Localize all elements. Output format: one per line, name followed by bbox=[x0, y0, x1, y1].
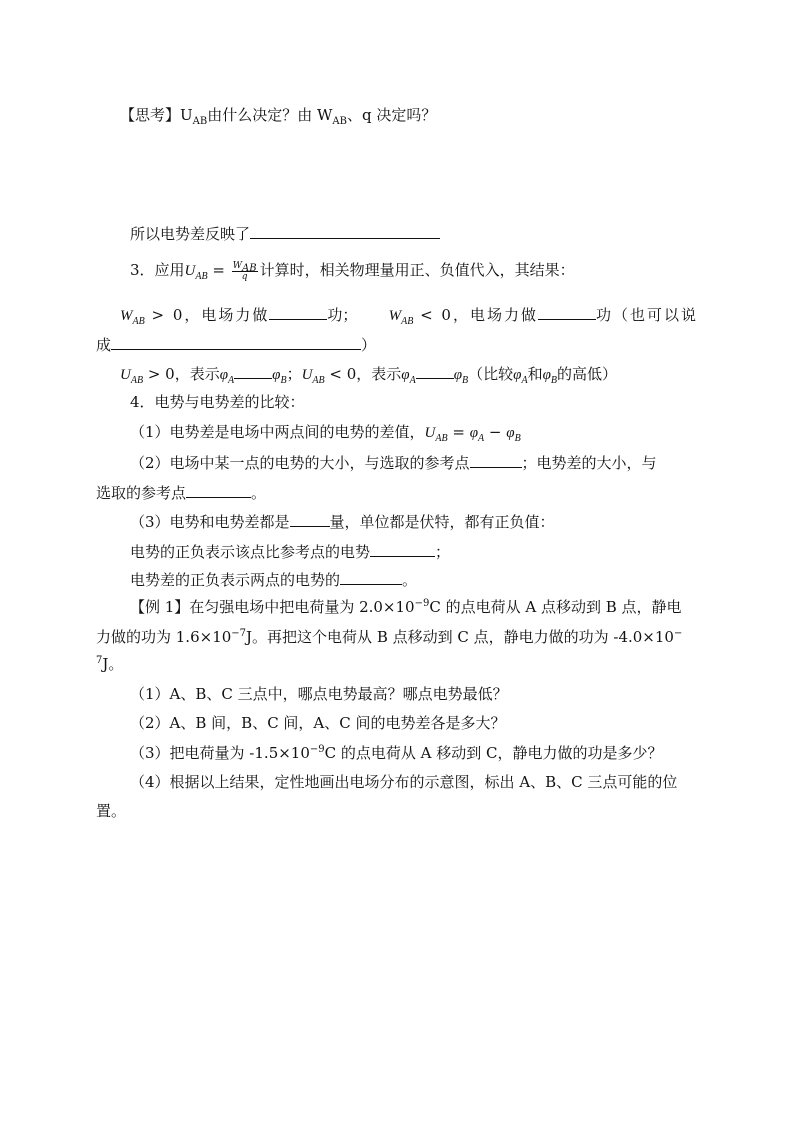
fill-blank[interactable] bbox=[340, 568, 402, 585]
example-text: 力做的功为 1.6×10 bbox=[96, 628, 232, 646]
question-text: （4）根据以上结果，定性地画出电场分布的示意图，标出 A、B、C 三点可能的位 bbox=[130, 773, 678, 791]
phi-symbol: φ bbox=[506, 425, 515, 441]
formula-u: U bbox=[184, 263, 196, 279]
phi-symbol: φ bbox=[453, 367, 463, 383]
item3-line bbox=[130, 260, 575, 282]
example-text: J。 bbox=[102, 655, 124, 673]
p2-line1 bbox=[130, 451, 657, 473]
formula-u: U bbox=[301, 367, 313, 383]
p1-line bbox=[130, 422, 521, 443]
equals: = bbox=[447, 423, 470, 441]
subscript: AB bbox=[192, 116, 208, 127]
work-part2 bbox=[389, 303, 698, 326]
question-text: （2）A、B 间，B、C 间，A、C 间的电势差各是多大？ bbox=[130, 714, 506, 732]
fill-blank[interactable] bbox=[186, 481, 251, 498]
example-text: C 的点电荷从 A 点移动到 B 点，静电 bbox=[429, 598, 682, 616]
phi-symbol: φ bbox=[542, 367, 551, 383]
question-text: （1）A、B、C 三点中，哪点电势最高？哪点电势最低？ bbox=[130, 685, 508, 703]
p3-line bbox=[130, 510, 555, 532]
fill-blank[interactable] bbox=[470, 451, 522, 468]
phi-symbol: φ bbox=[513, 367, 522, 383]
subscript: AB bbox=[332, 116, 347, 127]
question-text: （3）把电荷量为 -1.5×10 bbox=[130, 744, 310, 762]
subscript: B bbox=[280, 375, 287, 386]
example-line3 bbox=[96, 654, 123, 674]
phi-symbol: φ bbox=[219, 367, 229, 383]
think-tail: 、q 决定吗？ bbox=[347, 106, 437, 124]
think-head: 【思考】U bbox=[120, 106, 193, 124]
subscript: AB bbox=[241, 262, 257, 274]
p3b-text: 电势差的正负表示两点的电势的 bbox=[130, 571, 341, 589]
question-1 bbox=[130, 684, 508, 704]
fill-blank[interactable] bbox=[111, 333, 361, 350]
fill-blank[interactable] bbox=[290, 510, 330, 527]
subscript: AB bbox=[401, 316, 414, 327]
example-text: 【例 1】在匀强电场中把电荷量为 2.0×10 bbox=[130, 598, 415, 616]
frac-numerator: W bbox=[232, 260, 242, 271]
subscript: AB bbox=[435, 433, 448, 444]
p2-text: ；电势差的大小，与 bbox=[521, 454, 657, 472]
subscript: B bbox=[462, 375, 469, 386]
question-2 bbox=[130, 713, 506, 733]
item3-tail: 计算时，相关物理量用正、负值代入，其结果： bbox=[259, 261, 575, 279]
cheng-line bbox=[96, 333, 376, 355]
p3a-line bbox=[130, 540, 450, 562]
fill-blank[interactable] bbox=[250, 222, 440, 239]
superscript: − bbox=[673, 628, 683, 639]
equals: = bbox=[207, 261, 230, 279]
fill-blank[interactable] bbox=[234, 362, 272, 379]
think-mid: 由什么决定？由 W bbox=[207, 106, 333, 124]
subscript: A bbox=[409, 375, 416, 386]
fill-blank[interactable] bbox=[416, 362, 454, 379]
think-question bbox=[120, 105, 436, 125]
formula-u: U bbox=[424, 425, 436, 441]
superscript: −9 bbox=[309, 744, 325, 755]
work-text: 功； bbox=[327, 306, 358, 324]
subscript: AB bbox=[195, 271, 208, 282]
example-text: J。再把这个电荷从 B 点移动到 C 点，静电力做的功为 -4.0×10 bbox=[246, 628, 674, 646]
p1-text: （1）电势差是电场中两点间的电势的差值， bbox=[130, 423, 425, 441]
p2-text: 。 bbox=[251, 484, 267, 502]
question-4-line2 bbox=[96, 801, 126, 821]
p2-line2 bbox=[96, 481, 266, 503]
item3-lead: 3．应用 bbox=[130, 261, 185, 279]
potential-text: 和 bbox=[527, 365, 543, 383]
so-line bbox=[130, 222, 440, 244]
formula-w: W bbox=[120, 308, 133, 324]
potential-text: ； bbox=[286, 365, 302, 383]
minus: − bbox=[484, 423, 507, 441]
phi-symbol: φ bbox=[469, 425, 479, 441]
question-text: C 的点电荷从 A 移动到 C，静电力做的功是多少？ bbox=[324, 744, 663, 762]
item4-heading bbox=[130, 392, 305, 412]
work-part1 bbox=[120, 303, 357, 326]
cheng-lead: 成 bbox=[96, 336, 112, 354]
potential-text: < 0，表示 bbox=[324, 365, 402, 383]
p3b-line bbox=[130, 568, 417, 590]
so-text: 所以电势差反映了 bbox=[130, 225, 251, 243]
phi-symbol: φ bbox=[401, 367, 410, 383]
subscript: A bbox=[228, 375, 235, 386]
p3-text: 量，单位都是伏特，都有正负值： bbox=[329, 513, 555, 531]
example-line2 bbox=[96, 627, 682, 647]
superscript: −7 bbox=[231, 628, 247, 639]
fill-blank[interactable] bbox=[370, 540, 435, 557]
subscript: B bbox=[550, 375, 558, 386]
cheng-tail: ） bbox=[361, 336, 377, 354]
p2-text: 选取的参考点 bbox=[96, 484, 187, 502]
work-text: 功（也可以说 bbox=[595, 306, 698, 324]
work-line bbox=[120, 303, 698, 326]
formula-u: U bbox=[120, 367, 131, 383]
subscript: A bbox=[521, 375, 528, 386]
question-4-line1 bbox=[130, 772, 677, 792]
phi-symbol: φ bbox=[272, 367, 281, 383]
frac-denominator: q bbox=[241, 271, 248, 282]
fill-blank[interactable] bbox=[269, 303, 327, 320]
subscript: AB bbox=[132, 316, 145, 327]
p3-text: （3）电势和电势差都是 bbox=[130, 513, 290, 531]
superscript: 7 bbox=[96, 655, 103, 666]
example-line1 bbox=[130, 597, 682, 617]
item4-text: 4．电势与电势差的比较： bbox=[130, 393, 305, 411]
subscript: A bbox=[478, 433, 485, 444]
subscript: AB bbox=[130, 375, 144, 386]
question-text: 置。 bbox=[96, 802, 127, 820]
fraction bbox=[232, 261, 258, 282]
p3a-text: ； bbox=[435, 543, 451, 561]
question-3 bbox=[130, 743, 663, 763]
superscript: −9 bbox=[414, 598, 430, 609]
work-text: < 0，电场力做 bbox=[413, 306, 538, 324]
formula-w: W bbox=[388, 308, 402, 324]
fill-blank[interactable] bbox=[538, 303, 596, 320]
p3b-text: 。 bbox=[402, 571, 418, 589]
potential-text: > 0，表示 bbox=[143, 365, 220, 383]
p2-text: （2）电场中某一点的电势的大小，与选取的参考点 bbox=[130, 454, 470, 472]
potential-line bbox=[120, 362, 617, 385]
p3a-text: 电势的正负表示该点比参考点的电势 bbox=[130, 543, 371, 561]
subscript: B bbox=[514, 433, 521, 444]
potential-text: 的高低） bbox=[557, 365, 618, 383]
work-text: > 0，电场力做 bbox=[144, 306, 270, 324]
potential-text: （比较 bbox=[468, 365, 514, 383]
subscript: AB bbox=[312, 375, 325, 386]
